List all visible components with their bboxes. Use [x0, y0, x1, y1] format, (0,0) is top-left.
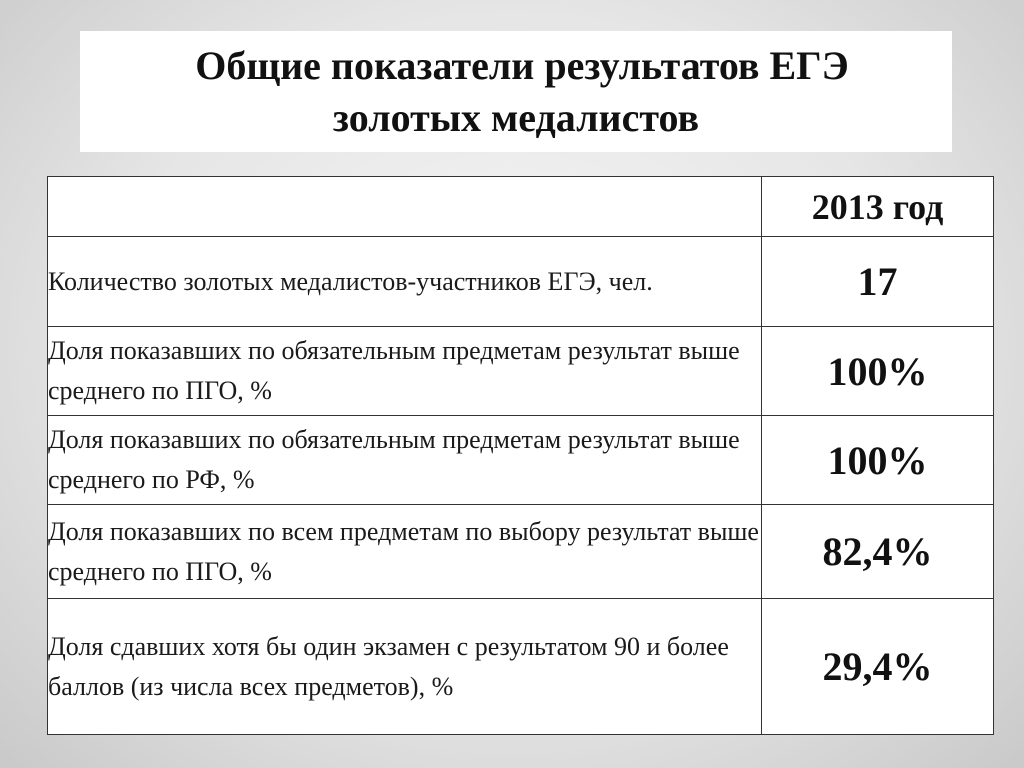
row-value: 17: [762, 237, 994, 327]
slide-title: [80, 31, 952, 152]
header-year-cell: 2013 год: [762, 177, 994, 237]
slide-title-line-1: Общие показатели результатов ЕГЭ: [195, 42, 849, 88]
row-label: Количество золотых медалистов-участников ЕГЭ, чел.: [48, 237, 762, 327]
table-row: [48, 505, 994, 599]
header-blank-cell: [48, 177, 762, 237]
row-label: Доля показавших по обязательным предметам результат выше среднего по РФ, %: [48, 416, 762, 505]
slide-title-line-2: золотых медалистов: [332, 94, 700, 140]
table-header-row: [48, 177, 994, 237]
results-table: [47, 176, 994, 735]
row-value: 100%: [762, 416, 994, 505]
table-row: [48, 599, 994, 735]
row-value: 100%: [762, 327, 994, 416]
row-value: 82,4%: [762, 505, 994, 599]
row-label: Доля показавших по всем предметам по выбору результат выше среднего по ПГО, %: [48, 505, 762, 599]
table-row: [48, 416, 994, 505]
table-row: [48, 237, 994, 327]
table-row: [48, 327, 994, 416]
row-value: 29,4%: [762, 599, 994, 735]
row-label: Доля показавших по обязательным предметам результат выше среднего по ПГО, %: [48, 327, 762, 416]
row-label: Доля сдавших хотя бы один экзамен с результатом 90 и более баллов (из числа всех предметов), %: [48, 599, 762, 735]
